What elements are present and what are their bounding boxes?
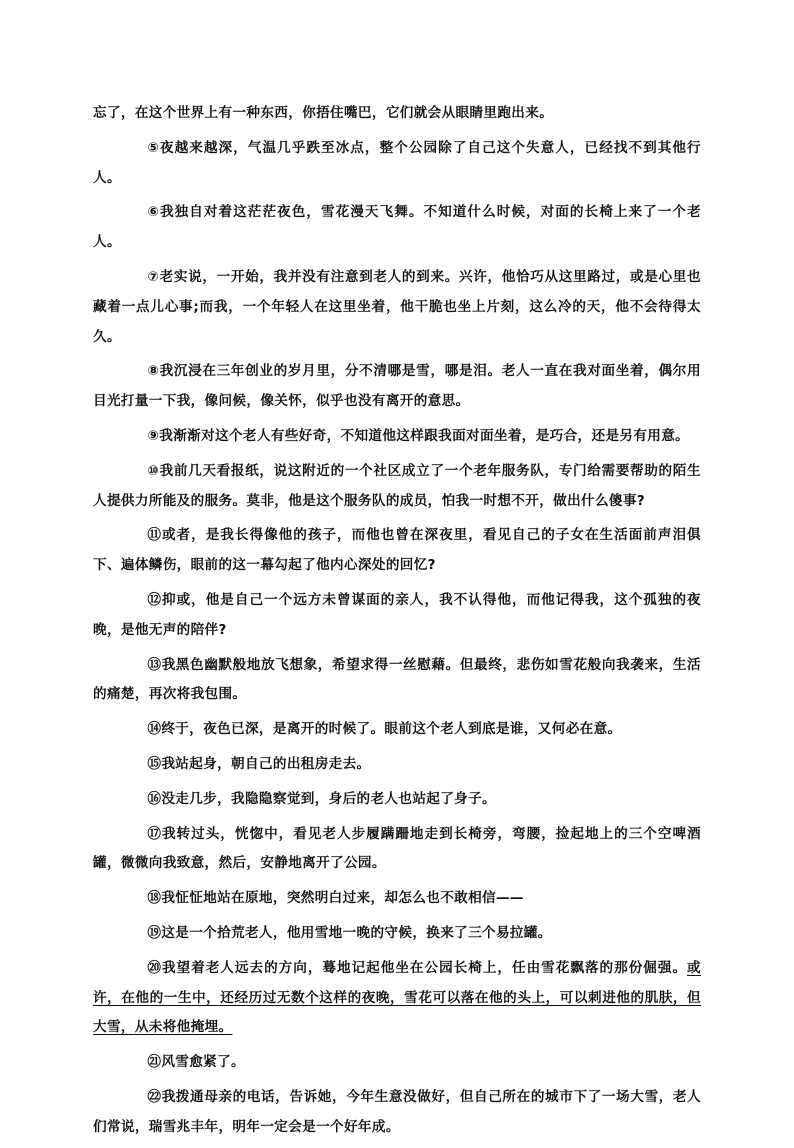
paragraph-text: 终于，夜色已深，是离开的时候了。眼前这个老人到底是谁，又何必在意。 [161,721,622,738]
paragraph-11 [93,521,701,581]
paragraph-text: 我前几天看报纸，说这附近的一个社区成立了一个老年服务队，专门给需要帮助的陌生人提供力所能及的服务。莫非，他是这个服务队的成员，怕我一时想不开，做出什么傻事? [93,462,701,509]
paragraph-number: ⑯ [147,790,162,807]
paragraph-5 [93,134,701,194]
paragraph-16 [93,785,701,815]
paragraph-text: 我怔怔地站在原地，突然明白过来，却怎么也不敢相信—— [161,890,524,907]
paragraph-text: 我站起身，朝自己的出租房走去。 [161,755,371,772]
paragraph-15 [93,750,701,780]
paragraph-20 [93,954,701,1043]
paragraph-number: ⑮ [147,755,162,772]
paragraph-number: ㉑ [147,1054,162,1071]
paragraph-number: ⑫ [147,591,162,608]
paragraph-text: 夜越来越深，气温几乎跌至冰点，整个公园除了自己这个失意人，已经找不到其他行人。 [93,139,701,186]
underlined-sentence: 或许，在他的一生中，还经历过无数个这样的夜晚，雪花可以落在他的头上，可以刺进他的肌肤，但大雪，从未将他掩埋。 [93,959,701,1036]
paragraph-text: 我渐渐对这个老人有些好奇，不知道他这样跟我面对面坐着，是巧合，还是另有用意。 [159,427,690,444]
paragraph-number: ⑭ [147,721,162,738]
paragraph-text: 我望着老人远去的方向，蓦地记起他坐在公园长椅上，任由雪花飘落的那份倔强。 [161,959,688,976]
paragraph-number: ⑳ [147,959,162,976]
paragraph-text: 抑或，他是自己一个远方未曾谋面的亲人，我不认得他，而他记得我，这个孤独的夜晚，是他无声的陪伴? [93,591,701,638]
paragraph-19 [93,919,701,949]
paragraph-text: 没走几步，我隐隐察觉到，身后的老人也站起了身子。 [161,790,496,807]
paragraph-number: ⑲ [147,924,162,941]
paragraph-number: ⑦ [147,268,160,285]
paragraph-9 [93,422,701,452]
paragraph-number: ⑨ [147,427,160,444]
document-page [93,99,701,1148]
paragraph-13 [93,651,701,711]
paragraph-text: 或者，是我长得像他的孩子，而他也曾在深夜里，看见自己的子女在生活面前声泪俱下、遍体鳞伤，眼前的这一幕勾起了他内心深处的回忆? [93,527,701,574]
paragraph-18 [93,884,701,914]
paragraph-continued [93,99,701,129]
paragraph-number: ⑤ [147,139,160,156]
paragraph-text: 这是一个拾荒老人，他用雪地一晚的守候，换来了三个易拉罐。 [161,924,552,941]
paragraph-number: ⑪ [147,527,162,544]
paragraph-number: ⑧ [147,363,160,380]
paragraph-text: 我黑色幽默般地放飞想象，希望求得一丝慰藉。但最终，悲伤如雪花般向我袭来，生活的痛楚，再次将我包围。 [93,656,701,703]
paragraph-text: 我独自对着这茫茫夜色，雪花漫天飞舞。不知道什么时候，对面的长椅上来了一个老人。 [93,204,701,251]
paragraph-number: ⑱ [147,890,162,907]
paragraph-number: ㉒ [147,1088,162,1105]
paragraph-text: 我拨通母亲的电话，告诉她，今年生意没做好，但自己所在的城市下了一场大雪，老人们常说，瑞雪兆丰年，明年一定会是一个好年成。 [93,1088,701,1135]
paragraph-text: 风雪愈紧了。 [161,1054,245,1071]
paragraph-22 [93,1083,701,1143]
paragraph-7 [93,263,701,352]
paragraph-number: ⑥ [147,204,160,221]
paragraph-text: 忘了，在这个世界上有一种东西，你捂住嘴巴，它们就会从眼睛里跑出来。 [93,105,554,121]
paragraph-12 [93,586,701,646]
paragraph-text: 老实说，一开始，我并没有注意到老人的到来。兴许，他恰巧从这里路过，或是心里也藏着一点儿心事;而我，一个年轻人在这里坐着，他干脆也坐上片刻，这么冷的天，他不会待得太久。 [93,268,701,345]
paragraph-17 [93,820,701,880]
paragraph-text: 我转过头，恍惚中，看见老人步履蹒跚地走到长椅旁，弯腰，捡起地上的三个空啤酒罐，微微向我致意，然后，安静地离开了公园。 [93,825,701,872]
paragraph-number: ⑩ [147,462,160,479]
paragraph-8 [93,357,701,417]
paragraph-10 [93,457,701,517]
paragraph-number: ⑰ [147,825,162,842]
paragraph-6 [93,198,701,258]
paragraph-21 [93,1048,701,1078]
paragraph-14 [93,715,701,745]
paragraph-number: ⑬ [147,656,162,673]
paragraph-text: 我沉浸在三年创业的岁月里，分不清哪是雪，哪是泪。老人一直在我对面坐着，偶尔用目光打量一下我，像问候，像关怀，似乎也没有离开的意思。 [93,363,701,410]
